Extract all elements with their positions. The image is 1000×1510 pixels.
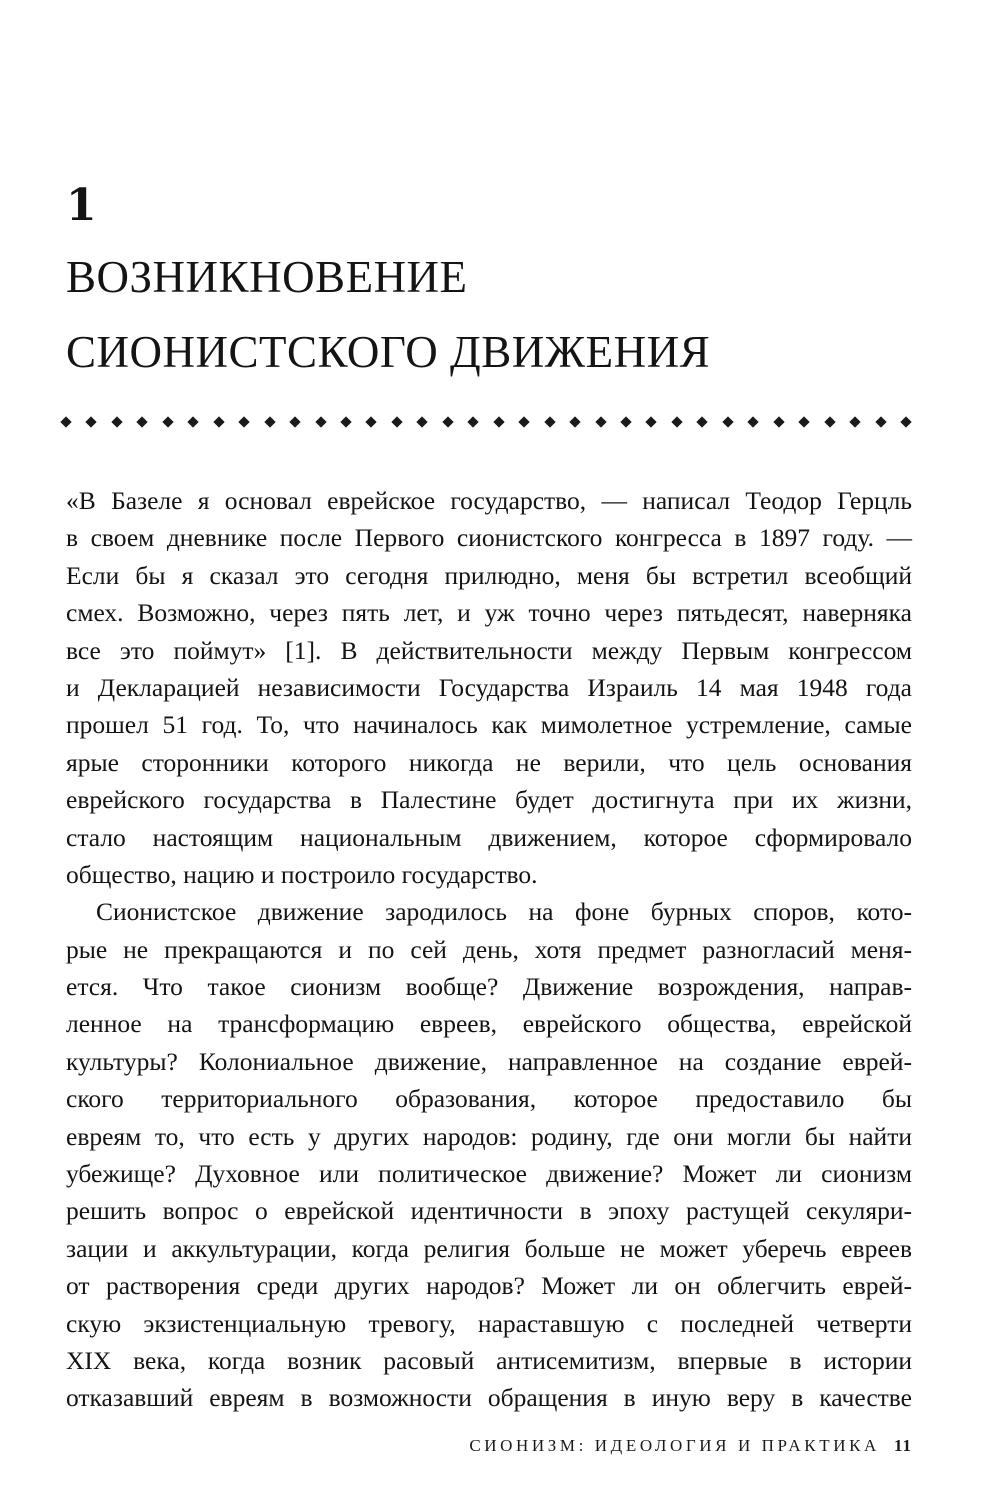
diamond-dot-icon xyxy=(213,416,224,427)
diamond-dot-icon xyxy=(493,416,504,427)
text-line: от растворения среди других народов? Может ли он облегчить еврей- xyxy=(66,1271,912,1301)
diamond-dot-icon xyxy=(60,416,71,427)
diamond-dot-icon xyxy=(111,416,122,427)
text-line: культуры? Колониальное движение, направленное на создание еврей- xyxy=(66,1046,912,1076)
diamond-dot-icon xyxy=(544,416,555,427)
diamond-dot-icon xyxy=(748,416,759,427)
page-number: 11 xyxy=(893,1436,912,1455)
text-line: еврейского государства в Палестине будет достигнута при их жизни, xyxy=(66,785,912,815)
diamond-dot-icon xyxy=(86,416,97,427)
text-line: Если бы я сказал это сегодня прилюдно, меня бы встретил всеобщий xyxy=(66,560,912,590)
text-line: ленное на трансформацию евреев, еврейского общества, еврейской xyxy=(66,1009,912,1039)
chapter-title xyxy=(66,240,946,390)
diamond-dot-icon xyxy=(391,416,402,427)
text-line: стало настоящим национальным движением, которое сформировало xyxy=(66,822,912,852)
diamond-dot-icon xyxy=(900,416,911,427)
diamond-dot-icon xyxy=(468,416,479,427)
chapter-title-line: СИОНИСТСКОГО ДВИЖЕНИЯ xyxy=(66,327,711,377)
text-line: рые не прекращаются и по сей день, хотя предмет разногласий меня- xyxy=(66,934,912,964)
ornamental-divider xyxy=(62,412,910,432)
text-line: в своем дневнике после Первого сионистского конгресса в 1897 году. — xyxy=(66,523,912,553)
diamond-dot-icon xyxy=(620,416,631,427)
text-line: все это поймут» [1]. В действительности между Первым конгрессом xyxy=(66,635,912,665)
text-line: зации и аккультурации, когда религия больше не может уберечь евреев xyxy=(66,1233,912,1263)
diamond-dot-icon xyxy=(366,416,377,427)
diamond-dot-icon xyxy=(239,416,250,427)
diamond-dot-icon xyxy=(798,416,809,427)
diamond-dot-icon xyxy=(162,416,173,427)
diamond-dot-icon xyxy=(264,416,275,427)
diamond-dot-icon xyxy=(697,416,708,427)
diamond-dot-icon xyxy=(722,416,733,427)
body-text xyxy=(66,482,912,1417)
diamond-dot-icon xyxy=(875,416,886,427)
text-line: и Декларацией независимости Государства Израиль 14 мая 1948 года xyxy=(66,672,912,702)
text-line: ется. Что такое сионизм вообще? Движение возрождения, направ- xyxy=(66,972,912,1002)
diamond-dot-icon xyxy=(671,416,682,427)
diamond-dot-icon xyxy=(849,416,860,427)
text-line: «В Базеле я основал еврейское государство, — написал Теодор Герцль xyxy=(66,486,912,515)
text-line: отказавший евреям в возможности обращения в иную веру в качестве xyxy=(66,1383,912,1413)
text-line: решить вопрос о еврейской идентичности в эпоху растущей секуляри- xyxy=(66,1196,912,1226)
diamond-dot-icon xyxy=(315,416,326,427)
text-line: скую экзистенциальную тревогу, нараставшую с последней четверти xyxy=(66,1308,912,1338)
diamond-dot-icon xyxy=(518,416,529,427)
diamond-dot-icon xyxy=(417,416,428,427)
chapter-title-line: ВОЗНИКНОВЕНИЕ xyxy=(66,252,468,302)
diamond-dot-icon xyxy=(442,416,453,427)
diamond-dot-icon xyxy=(289,416,300,427)
diamond-dot-icon xyxy=(188,416,199,427)
running-title: СИОНИЗМ: ИДЕОЛОГИЯ И ПРАКТИКА xyxy=(469,1436,880,1455)
diamond-dot-icon xyxy=(646,416,657,427)
diamond-dot-icon xyxy=(569,416,580,427)
text-line: XIX века, когда возник расовый антисемитизм, впервые в истории xyxy=(66,1345,912,1375)
text-line: прошел 51 год. То, что начиналось как мимолетное устремление, самые xyxy=(66,710,912,740)
diamond-dot-icon xyxy=(595,416,606,427)
text-line: ярые сторонники которого никогда не верили, что цель основания xyxy=(66,747,912,777)
chapter-number: 1 xyxy=(66,180,97,231)
text-line: Сионистское движение зародилось на фоне бурных споров, кото- xyxy=(96,897,912,927)
diamond-dot-icon xyxy=(340,416,351,427)
text-line: смех. Возможно, через пять лет, и уж точно через пятьдесят, наверняка xyxy=(66,598,912,628)
running-footer xyxy=(469,1436,912,1456)
diamond-dot-icon xyxy=(137,416,148,427)
text-line: убежище? Духовное или политическое движение? Может ли сионизм xyxy=(66,1159,912,1189)
text-line: ского территориального образования, которое предоставило бы xyxy=(66,1084,912,1114)
diamond-dot-icon xyxy=(824,416,835,427)
text-line: общество, нацию и построило государство. xyxy=(66,859,538,889)
diamond-dot-icon xyxy=(773,416,784,427)
text-line: евреям то, что есть у других народов: родину, где они могли бы найти xyxy=(66,1121,912,1151)
